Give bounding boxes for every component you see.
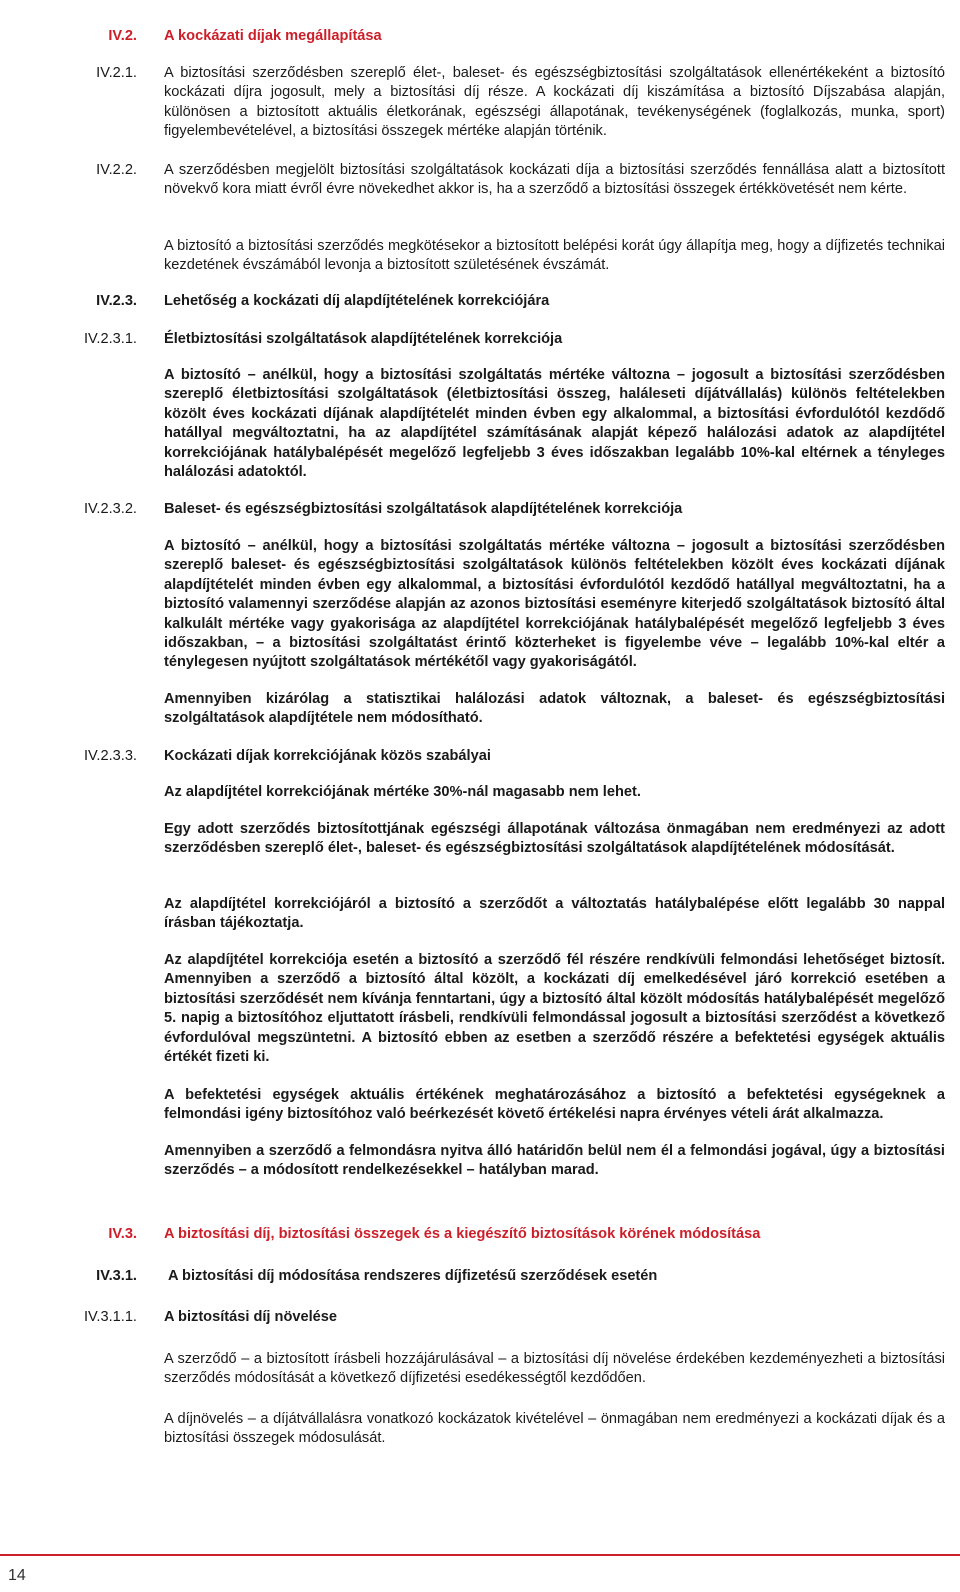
paragraph: A befektetési egységek aktuális értékének meghatározásához a biztosító a befektetési egységeknek a felmondási igény biztosítóhoz való beérkezését követő értékelési napra érvényes vételi árát alkalmazza.	[164, 1087, 945, 1123]
paragraph: A szerződő – a biztosított írásbeli hozzájárulásával – a biztosítási díj növelése érdekében kezdeményezheti a biztosítási szerződés módosítását a következő díjfizetési esedékességtől kezdődően.	[164, 1351, 945, 1387]
paragraph: Amennyiben a szerződő a felmondásra nyitva álló határidőn belül nem él a felmondási jogával, úgy a biztosítási szerződés – a módosított rendelkezésekkel – hatályban marad.	[164, 1143, 945, 1179]
section-number: IV.3.1.1.	[83, 1309, 137, 1325]
section-number: IV.2.1.	[96, 65, 137, 81]
section-number: IV.3.	[108, 1226, 137, 1242]
section-title: A biztosítási díj, biztosítási összegek és a kiegészítő biztosítások körének módosítása	[164, 1226, 761, 1242]
paragraph: A biztosító – anélkül, hogy a biztosítási szolgáltatás mértéke változna – jogosult a biztosítási szerződésben szereplő baleset- és egészségbiztosítási szolgáltatások különös feltételekben közölt éves kockázati díjának alapdíjtételét minden évben egy alkalommal, a biztosítási évfordulótól kezdődő hatállyal megváltoztatni, ha a biztosító valamennyi szerződése alapján az azonos biztosítási eseményre kiterjedő szolgáltatások biztosító által kalkulált mértéke vagy gyakorisága az alapdíjtétel korrekciójának hatálybalépését megelőző legfeljebb 3 éves időszakban, – a biztosítási szolgáltatást érintő közterheket is figyelembe véve – legalább 10%-kal eltér a ténylegesen nyújtott szolgáltatások mértékétől vagy gyakoriságától.	[164, 538, 945, 671]
section-title: Lehetőség a kockázati díj alapdíjtételének korrekciójára	[164, 293, 550, 309]
paragraph: Egy adott szerződés biztosítottjának egészségi állapotának változása önmagában nem eredményezi az adott szerződésben szereplő élet-, baleset- és egészségbiztosítási szolgáltatások alapdíjtételének módosítását.	[164, 821, 945, 857]
paragraph: A szerződésben megjelölt biztosítási szolgáltatások kockázati díja a biztosítási szerződés fennállása alatt a biztosított növekvő kora miatt évről évre növekedhet akkor is, ha a szerződő a biztosítási összegek értékkövetését nem kérte.	[164, 162, 945, 198]
section-number: IV.2.3.2.	[83, 501, 137, 517]
section-title: A biztosítási díj módosítása rendszeres díjfizetésű szerződések esetén	[168, 1268, 658, 1284]
section-number: IV.2.	[108, 28, 137, 44]
section-title: Életbiztosítási szolgáltatások alapdíjtételének korrekciója	[164, 331, 563, 347]
paragraph: A biztosítási szerződésben szereplő élet-, baleset- és egészségbiztosítási szolgáltatások ellenértékeként a biztosító kockázati díjra jogosult, mely a biztosítási díj része. A kockázati díj kiszámítása a biztosító Díjszabása alapján, különösen a biztosított aktuális életkorának, egészségi állapotának, tevékenységének (foglalkozás, munka, sport) figyelembevételével, a biztosítási összegek mértéke alapján történik.	[164, 65, 945, 140]
section-title: Kockázati díjak korrekciójának közös szabályai	[164, 748, 491, 764]
section-title: A biztosítási díj növelése	[164, 1309, 338, 1325]
page-number: 14	[8, 1567, 26, 1584]
paragraph: A biztosító a biztosítási szerződés megkötésekor a biztosított belépési korát úgy állapítja meg, hogy a díjfizetés technikai kezdetének évszámából levonja a biztosított születésének évszámát.	[164, 238, 945, 274]
paragraph: Az alapdíjtétel korrekciójának mértéke 30%-nál magasabb nem lehet.	[164, 784, 641, 800]
paragraph: Az alapdíjtétel korrekciója esetén a biztosító a szerződő fél részére rendkívüli felmondási lehetőséget biztosít. Amennyiben a szerződő a biztosító által közölt, a kockázati díj emelkedésével járó korrekció esetében a biztosítási szerződését nem kívánja fenntartani, úgy a biztosító által közölt módosítás hatálybalépését megelőző 5. napig a biztosítóhoz eljuttatott írásbeli, rendkívüli felmondással jogosult a biztosítási szerződést a következő évfordulóval megszüntetni. A biztosító ebben az esetben a szerződő részére a befektetési egységek aktuális értékét fizeti ki.	[164, 952, 945, 1066]
section-title: A kockázati díjak megállapítása	[164, 28, 382, 44]
footer-rule	[0, 1554, 960, 1556]
paragraph: Amennyiben kizárólag a statisztikai halálozási adatok változnak, a baleset- és egészségbiztosítási szolgáltatások alapdíjtétele nem módosítható.	[164, 691, 945, 727]
section-number: IV.2.2.	[96, 162, 137, 178]
section-number: IV.2.3.3.	[83, 748, 137, 764]
section-number: IV.3.1.	[96, 1268, 137, 1284]
paragraph: Az alapdíjtétel korrekciójáról a biztosító a szerződőt a változtatás hatálybalépése előtt legalább 30 nappal írásban tájékoztatja.	[164, 896, 945, 932]
section-number: IV.2.3.	[96, 293, 137, 309]
section-number: IV.2.3.1.	[83, 331, 137, 347]
paragraph: A díjnövelés – a díjátvállalásra vonatkozó kockázatok kivételével – önmagában nem eredményezi a kockázati díjak és a biztosítási összegek módosulását.	[164, 1411, 945, 1447]
paragraph: A biztosító – anélkül, hogy a biztosítási szolgáltatás mértéke változna – jogosult a biztosítási szerződésben szereplő életbiztosítási szolgáltatások (életbiztosítási összeg, haláleseti díjátvállalás) különös feltételekben közölt éves kockázati díjának alapdíjtételét minden évben egy alkalommal, a biztosítási évfordulótól kezdődő hatállyal megváltoztatni, ha az alapdíjtétel számításának alapját képező halálozási adatok az alapdíjtétel korrekciójának hatálybalépését megelőző legfeljebb 3 éves időszakban legalább 10%-kal eltérnek a tényleges halálozási adatoktól.	[164, 367, 945, 481]
section-title: Baleset- és egészségbiztosítási szolgáltatások alapdíjtételének korrekciója	[164, 501, 683, 517]
